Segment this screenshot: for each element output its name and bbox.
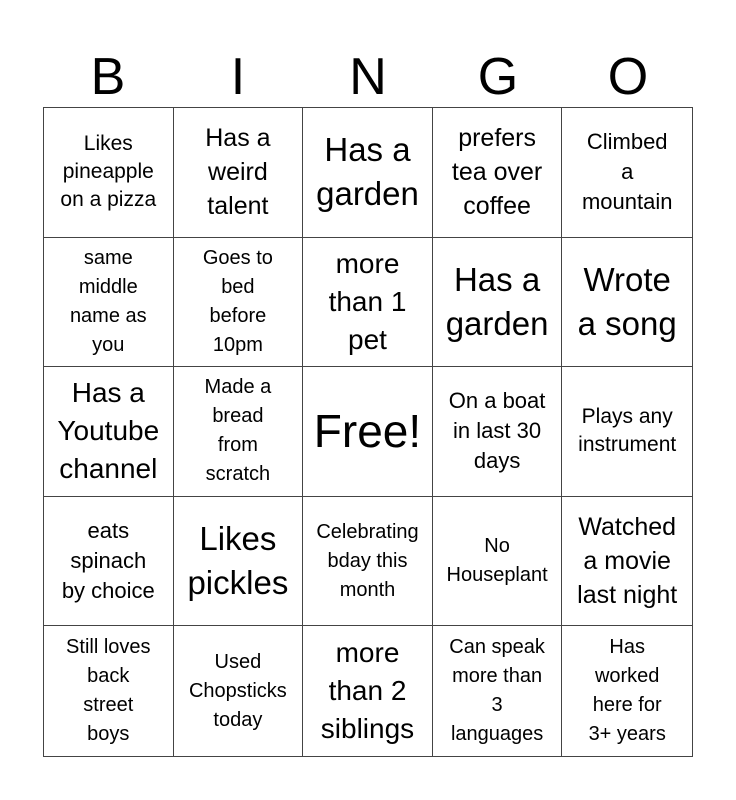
header-letter-i: I <box>230 48 246 106</box>
bingo-header <box>43 44 693 106</box>
bingo-cell[interactable] <box>433 108 563 238</box>
bingo-cell[interactable] <box>303 238 433 368</box>
bingo-cell[interactable] <box>562 626 692 756</box>
bingo-cell-free[interactable] <box>303 367 433 497</box>
cell-text: Plays any instrument <box>578 405 677 457</box>
cell-text: Can speak more than 3 languages <box>449 636 545 746</box>
cell-text: Has worked here for 3+ years <box>588 636 666 746</box>
cell-text: Has a Youtube channel <box>57 377 160 485</box>
bingo-cell[interactable] <box>433 626 563 756</box>
bingo-cell[interactable] <box>562 238 692 368</box>
cell-text: Likes pineapple on a pizza <box>60 132 157 212</box>
bingo-cell[interactable] <box>174 367 304 497</box>
bingo-cell[interactable] <box>433 497 563 627</box>
cell-text: Wrote a song <box>577 260 677 342</box>
bingo-board <box>43 107 693 757</box>
bingo-cell[interactable] <box>303 497 433 627</box>
cell-text: On a boat in last 30 days <box>448 388 546 474</box>
bingo-cell[interactable] <box>433 238 563 368</box>
cell-text: more than 1 pet <box>328 247 407 355</box>
bingo-cell[interactable] <box>44 497 174 627</box>
bingo-cell[interactable] <box>174 238 304 368</box>
cell-text: Climbed a mountain <box>581 129 673 215</box>
bingo-cell[interactable] <box>44 238 174 368</box>
header-letter-b: B <box>90 48 126 106</box>
bingo-cell[interactable] <box>562 108 692 238</box>
bingo-cell[interactable] <box>174 108 304 238</box>
cell-text: eats spinach by choice <box>61 518 155 604</box>
cell-text: Has a weird talent <box>205 124 271 221</box>
bingo-cell[interactable] <box>562 497 692 627</box>
bingo-cell[interactable] <box>303 108 433 238</box>
cell-text: No Houseplant <box>446 535 548 587</box>
header-letter-g: G <box>477 48 519 106</box>
cell-text: Still loves back street boys <box>66 636 151 746</box>
free-space-text: Free! <box>313 405 422 458</box>
header-letter-n: N <box>349 48 387 106</box>
header-letter-o: O <box>607 48 649 106</box>
cell-text: Celebrating bday this month <box>316 520 419 601</box>
cell-text: same middle name as you <box>69 246 147 356</box>
cell-text: Likes pickles <box>187 520 289 602</box>
cell-text: more than 2 siblings <box>320 637 415 745</box>
bingo-cell[interactable] <box>303 626 433 756</box>
cell-text: Watched a movie last night <box>577 513 678 610</box>
bingo-cell[interactable] <box>562 367 692 497</box>
cell-text: Has a garden <box>445 260 549 342</box>
cell-text: Used Chopsticks today <box>188 650 287 731</box>
bingo-cell[interactable] <box>44 626 174 756</box>
cell-text: Made a bread from scratch <box>204 376 272 486</box>
bingo-cell[interactable] <box>44 108 174 238</box>
bingo-cell[interactable] <box>44 367 174 497</box>
cell-text: prefers tea over coffee <box>451 124 543 221</box>
bingo-cell[interactable] <box>433 367 563 497</box>
cell-text: Goes to bed before 10pm <box>202 246 273 356</box>
bingo-cell[interactable] <box>174 497 304 627</box>
cell-text: Has a garden <box>316 131 419 213</box>
bingo-cell[interactable] <box>174 626 304 756</box>
